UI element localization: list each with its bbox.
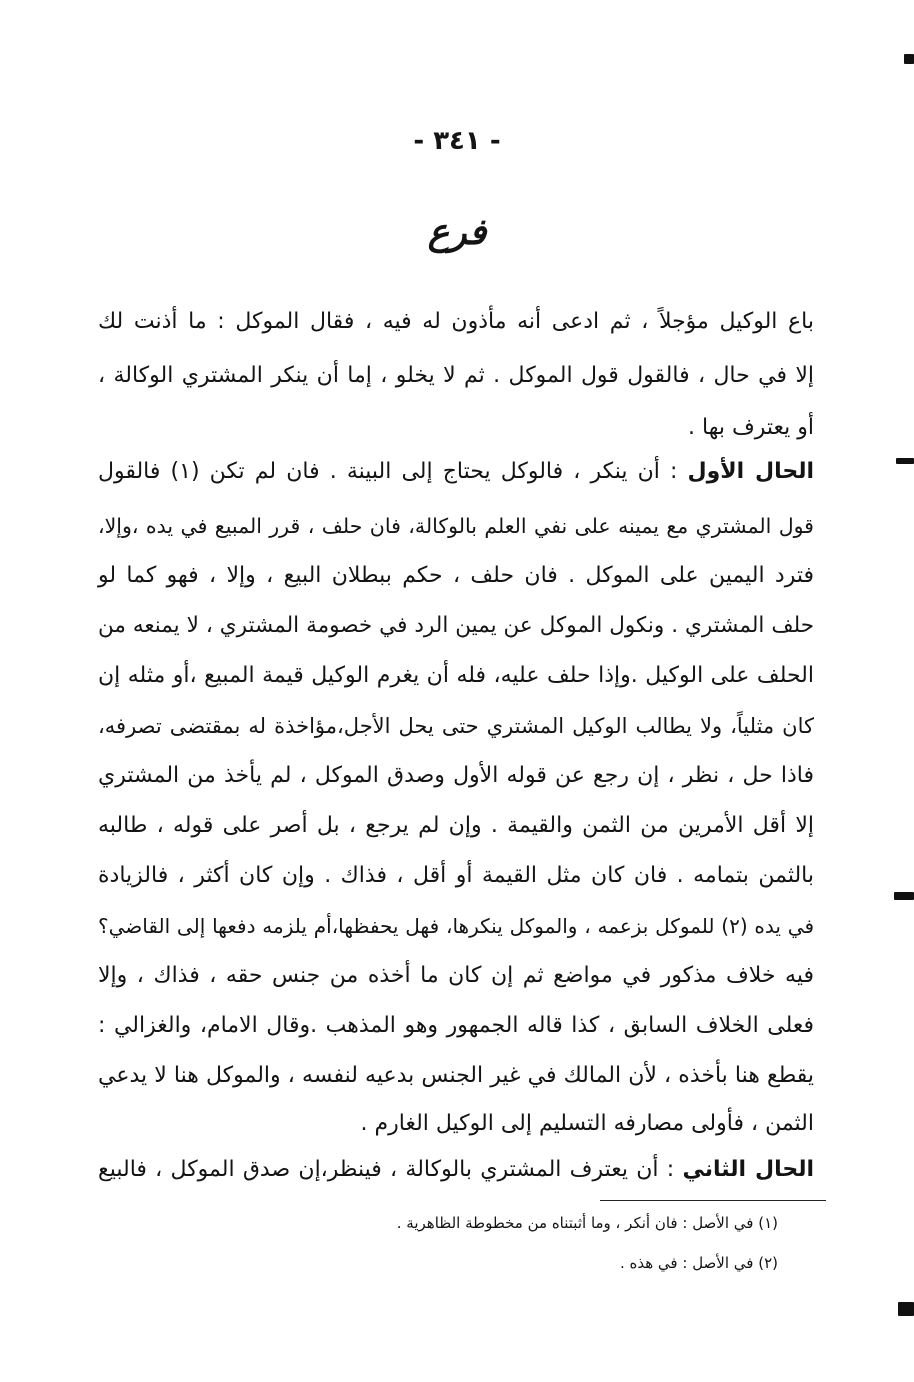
text-line (98, 708, 814, 744)
line-text: الحلف على الوكيل .وإذا حلف عليه، فله أن يغرم الوكيل قيمة المبيع ،أو مثله إن (98, 663, 814, 688)
line-text: في يده (٢) للموكل بزعمه ، والموكل ينكرها، فهل يحفظها،أم يلزمه دفعها إلى القاضي؟ (98, 914, 815, 938)
text-line (98, 1152, 814, 1188)
scan-edge-mark (894, 892, 914, 900)
line-text: فاذا حل ، نظر ، إن رجع عن قوله الأول وصدق الموكل ، لم يأخذ من المشتري (98, 763, 814, 788)
text-line (98, 908, 814, 944)
line-text: : أن يعترف المشتري بالوكالة ، فينظر،إن صدق الموكل ، فالبيع (98, 1157, 675, 1182)
line-text: يقطع هنا بأخذه ، لأن المالك في غير الجنس بدعيه لنفسه ، والموكل هنا لا يدعي (98, 1063, 814, 1088)
line-text: إلا في حال ، فالقول قول الموكل . ثم لا يخلو ، إما أن ينكر المشتري الوكالة ، (98, 363, 814, 388)
text-line (98, 958, 814, 994)
text-line (98, 410, 814, 446)
line-text: بالثمن بتمامه . فان كان مثل القيمة أو أقل ، فذاك . وإن كان أكثر ، فالزيادة (98, 863, 814, 888)
paragraph-lead: الحال الأول (687, 459, 815, 484)
line-text: إلا أقل الأمرين من الثمن والقيمة . وإن لم يرجع ، بل أصر على قوله ، طالبه (98, 813, 814, 838)
text-line (98, 758, 814, 794)
line-text: أو يعترف بها . (688, 415, 814, 440)
text-line (98, 508, 814, 544)
line-text: الثمن ، فأولى مصارفه التسليم إلى الوكيل الغارم . (360, 1111, 814, 1136)
paragraph-lead: الحال الثاني (682, 1157, 815, 1182)
line-text: حلف المشتري . ونكول الموكل عن يمين الرد في خصومة المشتري ، لا يمنعه من (98, 613, 814, 638)
line-text: قول المشتري مع يمينه على نفي العلم بالوكالة، فان حلف ، قرر المبيع في يده ،وإلا، (98, 514, 814, 538)
line-text: : أن ينكر ، فالوكل يحتاج إلى البينة . فان لم تكن (١) فالقول (98, 459, 678, 484)
line-text: فعلى الخلاف السابق ، كذا قاله الجمهور وهو المذهب .وقال الامام، والغزالي : (98, 1013, 814, 1038)
scan-edge-mark (898, 1302, 914, 1316)
text-line (98, 304, 814, 340)
text-line (98, 808, 814, 844)
section-heading: فرع (427, 212, 487, 253)
footnote-divider (600, 1200, 826, 1201)
text-line (98, 658, 814, 694)
text-line (98, 608, 814, 644)
line-text: باع الوكيل مؤجلاً ، ثم ادعى أنه مأذون له فيه ، فقال الموكل : ما أذنت لك (98, 309, 814, 334)
scan-edge-mark (896, 458, 914, 464)
text-line (98, 1106, 814, 1142)
text-line (98, 1058, 814, 1094)
scan-edge-mark (904, 54, 914, 64)
line-text: فترد اليمين على الموكل . فان حلف ، حكم ببطلان البيع ، وإلا ، فهو كما لو (98, 563, 814, 588)
line-text: فيه خلاف مذكور في مواضع ثم إن كان ما أخذه من جنس حقه ، فذاك ، وإلا (98, 963, 814, 988)
page-number: - ٣٤١ - (413, 126, 501, 156)
text-line (98, 858, 814, 894)
footnote: (١) في الأصل : فان أنكر ، وما أثبتناه من مخطوطة الظاهرية . (396, 1214, 778, 1232)
text-line (98, 454, 814, 490)
text-line (98, 1008, 814, 1044)
text-line (98, 558, 814, 594)
footnote: (٢) في الأصل : في هذه . (619, 1254, 778, 1272)
line-text: كان مثلياً، ولا يطالب الوكيل المشتري حتى يحل الأجل،مؤاخذة له بمقتضى تصرفه، (98, 714, 814, 738)
text-line (98, 358, 814, 394)
